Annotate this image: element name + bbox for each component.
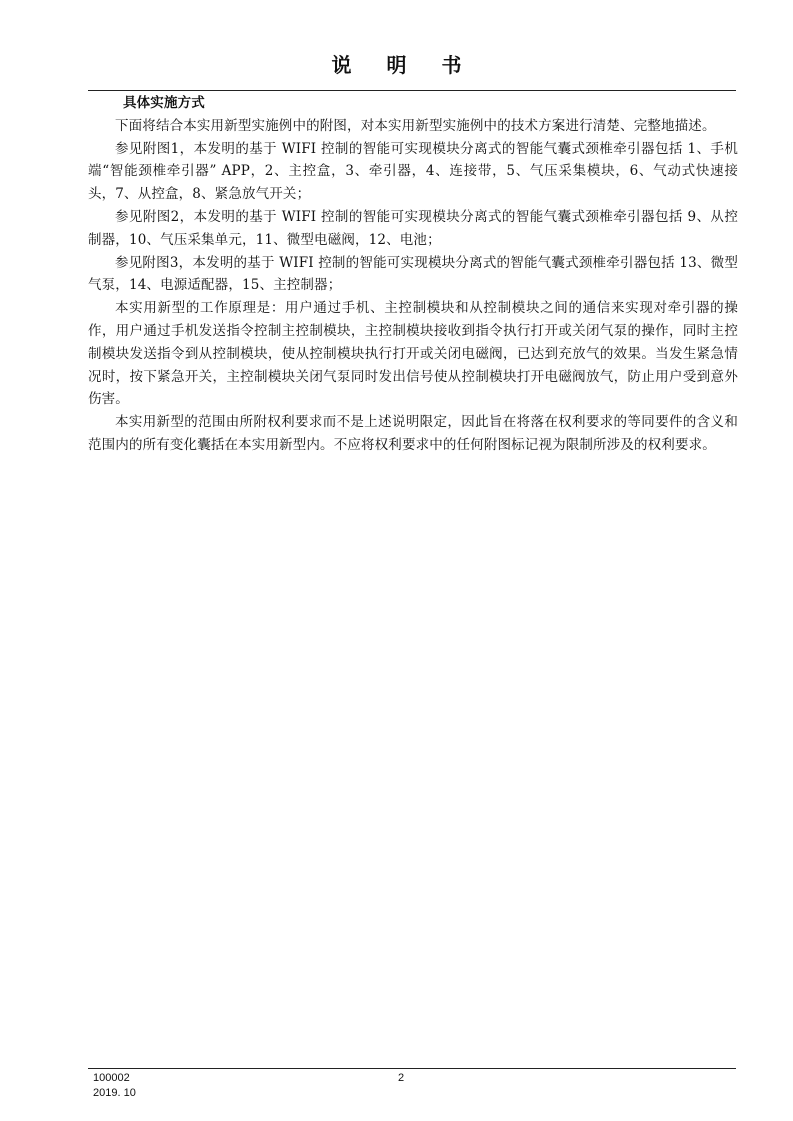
section-heading: 具体实施方式	[123, 95, 205, 111]
page-title: 说 明 书	[331, 53, 476, 77]
footer-date: 2019. 10	[93, 1087, 136, 1099]
header-divider	[88, 90, 736, 91]
document-body	[88, 92, 738, 457]
paragraph-scope: 本实用新型的范围由所附权利要求而不是上述说明限定，因此旨在将落在权利要求的等同要件的含义和范围内的所有变化囊括在本实用新型内。不应将权利要求中的任何附图标记视为限制所涉及的权利要求。	[88, 414, 738, 453]
footer-divider	[88, 1068, 736, 1069]
paragraph-figure-2: 参见附图2，本发明的基于 WIFI 控制的智能可实现模块分离式的智能气囊式颈椎牵引器包括 9、从控制器，10、气压采集单元，11、微型电磁阀，12、电池；	[88, 208, 738, 248]
page-number: 2	[398, 1072, 405, 1084]
footer-code: 100002	[93, 1072, 130, 1084]
paragraph-figure-1: 参见附图1，本发明的基于 WIFI 控制的智能可实现模块分离式的智能气囊式颈椎牵引器包括 1、手机端“智能颈椎牵引器” APP，2、主控盒，3、牵引器，4、连接带，5、气压采集模块，6、气动式快速接头，7、从控盒，8、紧急放气开关；	[88, 140, 738, 203]
footer-meta	[93, 1071, 136, 1101]
paragraph-intro: 下面将结合本实用新型实施例中的附图，对本实用新型实施例中的技术方案进行清楚、完整地描述。	[115, 117, 716, 134]
paragraph-figure-3: 参见附图3，本发明的基于 WIFI 控制的智能可实现模块分离式的智能气囊式颈椎牵引器包括 13、微型气泵，14、电源适配器，15、主控制器；	[88, 254, 738, 294]
paragraph-working-principle: 本实用新型的工作原理是：用户通过手机、主控制模块和从控制模块之间的通信来实现对牵引器的操作，用户通过手机发送指令控制主控制模块，主控制模块接收到指令执行打开或关闭气泵的操作，同时主控制模块发送指令到从控制模块，使从控制模块执行打开或关闭电磁阀，已达到充放气的效果。当发生紧急情况时，按下紧急开关，主控制模块关闭气泵同时发出信号使从控制模块打开电磁阀放气，防止用户受到意外伤害。	[88, 300, 738, 408]
